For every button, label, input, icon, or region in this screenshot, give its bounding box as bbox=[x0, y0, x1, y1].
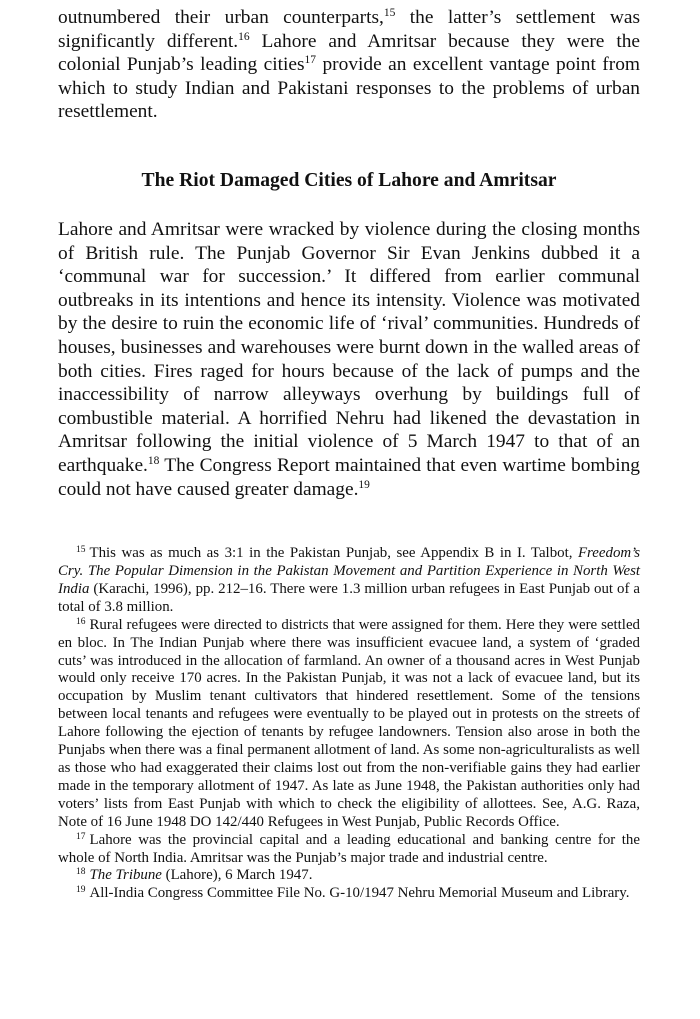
intro-text-2: the latter’s settlement was significantly different. bbox=[58, 7, 640, 52]
intro-text-1: outnumbered their urban counterparts, bbox=[58, 7, 384, 28]
footnote-newspaper-title: The Tribune bbox=[89, 867, 162, 884]
body-text-1: Lahore and Amritsar were wracked by violence during the closing months of British rule. The Punjab Governor Sir Evan Jenkins dubbed it a ‘communal war for succession.’ It differed from earlier communal outbreaks in its intentions and hence its intensity. Violence was motivated by the desire to ruin the economic life of ‘rival’ communities. Hundreds of houses, businesses and warehouses were burnt down in the walled areas of both cities. Fires raged for hours because of the lack of pumps and the inaccessibility of narrow alleyways overhung by buildings full of combustible material. A horrified Nehru had likened the devastation in Amritsar following the initial violence of 5 March 1947 to that of an earthquake. bbox=[58, 218, 640, 476]
intro-text-3: Lahore and Amritsar because they were the colonial Punjab’s leading cities bbox=[58, 30, 641, 76]
footnote-16 bbox=[58, 617, 640, 832]
footnote-number: 17 bbox=[76, 831, 86, 842]
intro-paragraph bbox=[58, 6, 640, 124]
footnote-text: (Lahore), 6 March 1947. bbox=[161, 867, 313, 884]
footnote-number: 19 bbox=[76, 885, 86, 896]
footnote-text: Rural refugees were directed to districts that were assigned for them. Here they were settled en bloc. In The Indian Punjab where there was insufficient evacuee land, a system of ‘graded cuts’ was introduced in the allocation of farmland. An owner of a thousand acres in West Punjab would only receive 170 acres. In the Pakistan Punjab, it was not a lack of evacuee land, but its occupation by Muslim tenant cultivators that hindered resettlement. Some of the tensions between local tenants and refugees were eventually to be played out in protests on the streets of Lahore following the ejection of tenants by refugee landowners. Tension also arose in both the Punjabs when there was a final permanent allotment of land. As some non-agriculturalists as well as those who had exaggerated their claims lost out from the non-verifiable gains they had earlier made in the temporary allotment of 1947. As late as June 1948, the Pakistan authorities only had voters’ lists from East Punjab with which to check the eligibility of allottees. See, A.G. Raza, Note of 16 June 1948 DO 142/440 Refugees in West Punjab, Public Records Office. bbox=[58, 616, 640, 830]
footnote-number: 16 bbox=[76, 616, 86, 627]
book-page bbox=[58, 0, 640, 903]
footnote-book-title: Freedom’s Cry. The Popular Dimension in the Pakistan Movement and Partition Experience in North West India bbox=[58, 545, 640, 597]
footnote-ref-19[interactable]: 19 bbox=[358, 478, 370, 491]
footnote-text: Lahore was the provincial capital and a leading educational and banking centre for the whole of North India. Amritsar was the Punjab’s major trade and industrial centre. bbox=[58, 831, 640, 866]
section-heading: The Riot Damaged Cities of Lahore and Amritsar bbox=[141, 169, 557, 191]
footnote-ref-17[interactable]: 17 bbox=[304, 54, 317, 67]
body-text-2: The Congress Report maintained that even wartime bombing could not have caused greater damage. bbox=[58, 454, 640, 500]
footnote-text: (Karachi, 1996), pp. 212–16. There were 1.3 million urban refugees in East Punjab out of a total of 3.8 million. bbox=[58, 580, 640, 615]
footnote-ref-15[interactable]: 15 bbox=[383, 7, 396, 19]
footnote-ref-16[interactable]: 16 bbox=[238, 30, 250, 43]
footnote-15 bbox=[58, 545, 640, 617]
footnote-text: All-India Congress Committee File No. G-10/1947 Nehru Memorial Museum and Library. bbox=[89, 885, 630, 902]
footnote-18 bbox=[58, 867, 640, 885]
footnote-ref-18[interactable]: 18 bbox=[147, 454, 160, 467]
footnote-number: 15 bbox=[76, 545, 86, 556]
intro-text-4: provide an excellent vantage point from which to study Indian and Pakistani responses to the problems of urban resettlement. bbox=[58, 54, 640, 123]
footnote-17 bbox=[58, 832, 640, 868]
footnotes bbox=[58, 545, 640, 903]
footnote-19 bbox=[58, 885, 640, 903]
footnote-number: 18 bbox=[76, 867, 86, 878]
footnote-text: This was as much as 3:1 in the Pakistan Punjab, see Appendix B in I. Talbot, bbox=[89, 545, 578, 562]
body-paragraph bbox=[58, 218, 640, 501]
